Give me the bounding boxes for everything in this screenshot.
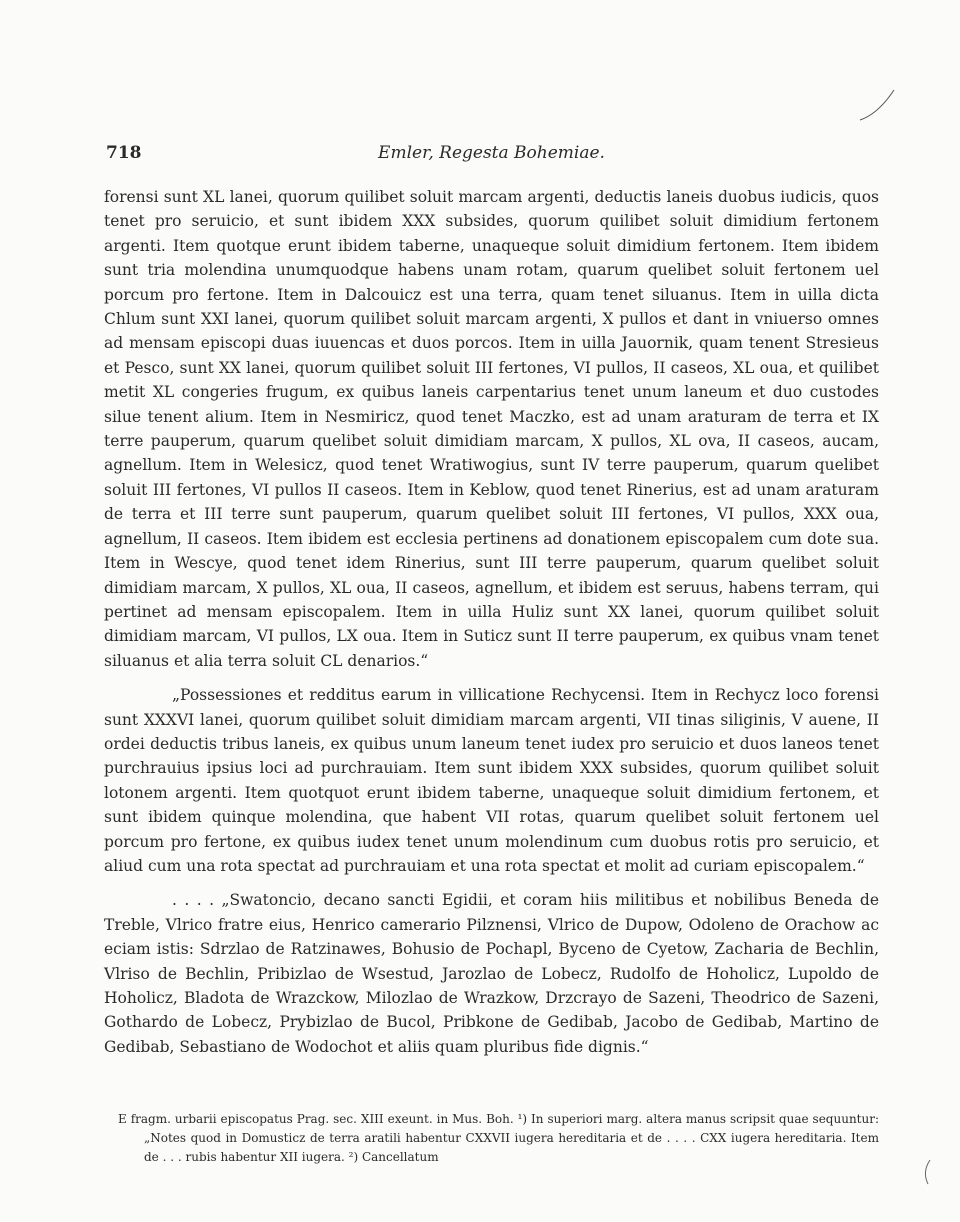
paragraph-2: „Possessiones et redditus earum in villicatione Rechycensi. Item in Rechycz loco forensi sunt XXXVI lanei, quorum quilibet soluit dimidiam marcam argenti, VII tinas siliginis, V auene, II ordei deductis tribus laneis, ex quibus unum laneum tenet iudex pro seruicio et duos laneos tenet purchrauius ipsius loci ad purchrauiam. Item sunt ibidem XXX subsides, quorum quilibet soluit lotonem argenti. Item quotquot erunt ibidem taberne, unaqueque soluit dimidium fertonem, et sunt ibidem quinque molendina, que habent VII rotas, quarum quelibet soluit fertonem uel porcum pro fertone, ex quibus iudex tenet unum molendinum cum duobus rotis pro seruicio, et aliud cum una rota spectat ad purchrauiam et una rota spectat et molit ad curiam episcopalem.“ <box>104 686 879 875</box>
paragraph-1: forensi sunt XL lanei, quorum quilibet soluit marcam argenti, deductis laneis duobus iudicis, quos tenet pro seruicio, et sunt ibidem XXX subsides, quorum quilibet soluit dimidium fertonem argenti. Item quotque erunt ibidem taberne, unaqueque soluit dimidium fertonem. Item ibidem sunt tria molendina unumquodque habens unam rotam, quarum quelibet soluit fertonem uel porcum pro fertone. Item in Dalcouicz est una terra, quam tenet siluanus. Item in uilla dicta Chlum sunt XXI lanei, quorum quilibet soluit marcam argenti, X pullos et dant in vniuerso omnes ad mensam episcopi duas iuuencas et duos porcos. Item in uilla Jauornik, quam tenent Stresieus et Pesco, sunt XX lanei, quorum quilibet soluit III fertones, VI pullos, II caseos, XL oua, et quilibet metit XL congeries frugum, ex quibus laneis carpentarius tenet unum laneum et duo custodes silue tenent alium. Item in Nesmiricz, quod tenet Maczko, est ad unam araturam de terra et IX terre pauperum, quarum quelibet soluit dimidiam marcam, X pullos, XL ova, II caseos, aucam, agnellum. Item in Welesicz, quod tenet Wratiwogius, sunt IV terre pauperum, quarum quelibet soluit III fertones, VI pullos II caseos. Item in Keblow, quod tenet Rinerius, est ad unam araturam de terra et III terre sunt pauperum, quarum quelibet soluit III fertones, VI pullos, XXX oua, agnellum, II caseos. Item ibidem est ecclesia pertinens ad donationem episcopalem cum dote sua. Item in Wescye, quod tenet idem Rinerius, sunt III terre pauperum, quarum quelibet soluit dimidiam marcam, X pullos, XL oua, II caseos, agnellum, et ibidem est seruus, habens terram, qui pertinet ad mensam episcopalem. Item in uilla Huliz sunt XX lanei, quorum quilibet soluit dimidiam marcam, VI pullos, LX oua. Item in Suticz sunt II terre pauperum, ex quibus vnam tenet siluanus et alia terra soluit CL denarios.“ <box>104 188 879 670</box>
running-head: Emler, Regesta Bohemiae. <box>378 143 605 163</box>
paragraph-3: . . . . „Swatoncio, decano sancti Egidii, et coram hiis militibus et nobilibus Beneda de Treble, Vlrico fratre eius, Henrico camerario Pilznensi, Vlrico de Dupow, Odoleno de Orachow ac eciam istis: Sdrzlao de Ratzinawes, Bohusio de Pochapl, Byceno de Cyetow, Zacharia de Bechlin, Vlriso de Bechlin, Pribizlao de Wsestud, Jarozlao de Lobecz, Rudolfo de Hoholicz, Lupoldo de Hoholicz, Bladota de Wrazckow, Milozlao de Wrazkow, Drzcrayo de Sazeni, Theodrico de Sazeni, Gothardo de Lobecz, Prybizlao de Bucol, Pribkone de Gedibab, Jacobo de Gedibab, Martino de Gedibab, Sebastiano de Wodochot et aliis quam pluribus fide dignis.“ <box>104 891 879 1056</box>
body-text <box>104 185 879 1059</box>
footnote: E fragm. urbarii episcopatus Prag. sec. XIII exeunt. in Mus. Boh. ¹) In superiori marg. altera manus scripsit quae sequuntur: „Notes quod in Domusticz de terra aratili habentur CXXVII iugera hereditaria et de . . . . CXX iugera hereditaria. Item de . . . rubis habentur XII iugera. ²) Cancellatum <box>118 1112 879 1164</box>
page-header <box>104 143 879 173</box>
corner-pen-mark <box>858 86 898 126</box>
margin-pen-mark <box>918 1158 938 1188</box>
page-number: 718 <box>106 143 142 163</box>
